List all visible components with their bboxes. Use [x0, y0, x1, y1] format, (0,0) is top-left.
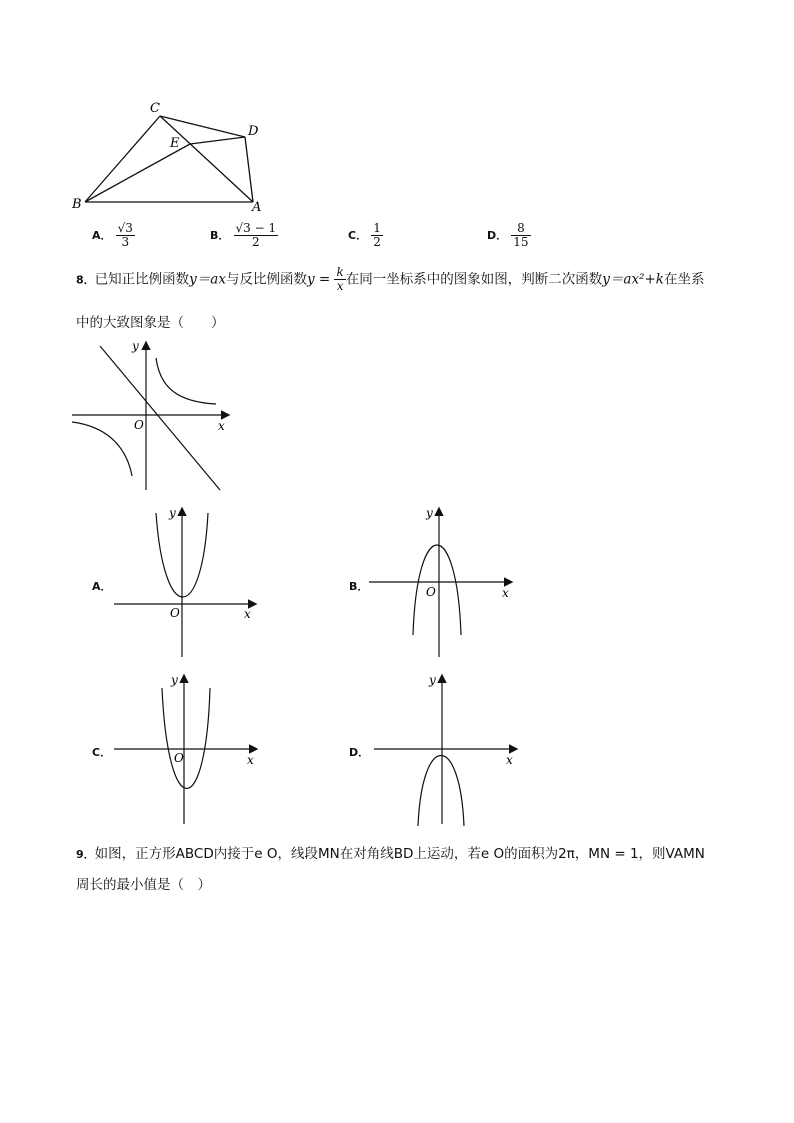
point-d-label: D [248, 124, 259, 139]
q7-option-c[interactable]: C． $\frac{1}{2}$ [348, 221, 381, 250]
q8-option-b-graph[interactable] [365, 505, 515, 660]
q8-line1: 8．已知正比例函数y＝ax与反比例函数y = $\frac{k}{x}$ 在同一坐标系中的图象如图，判断二次函数y＝ax²+k在坐系 [76, 265, 705, 294]
axis-y-label: y [429, 673, 436, 687]
axis-y-label: y [171, 673, 178, 687]
origin-label: O [134, 418, 144, 432]
q8-reference-graph [68, 338, 238, 493]
axis-x-label: x [506, 753, 513, 767]
point-b-label: B [72, 197, 82, 212]
axis-x-label: x [502, 586, 509, 600]
axis-x-label: x [218, 419, 225, 433]
origin-label: O [170, 606, 180, 620]
q8-option-d-label[interactable]: D． [349, 746, 370, 759]
q9-line1: 9．如图，正方形ABCD内接于e O，线段MN在对角线BD上运动，若e O的面积为2π，MN = 1，则VAMN [76, 846, 705, 862]
point-c-label: C [150, 101, 160, 116]
axis-y-label: y [426, 506, 433, 520]
q8-line2: 中的大致图象是（ ） [76, 315, 225, 331]
q8-option-c-graph[interactable] [110, 672, 260, 827]
point-a-label: A [252, 200, 262, 215]
q9-line2: 周长的最小值是（ ） [76, 877, 211, 893]
quadrilateral-figure [60, 95, 280, 220]
q7-option-a[interactable]: A． $\frac{√3}{3}$ [92, 221, 133, 250]
axis-x-label: x [247, 753, 254, 767]
q8-option-a-label[interactable]: A． [92, 580, 112, 593]
origin-label: O [426, 585, 436, 599]
q7-option-d[interactable]: D． $\frac{8}{15}$ [487, 221, 529, 250]
axis-x-label: x [244, 607, 251, 621]
q8-option-d-graph[interactable] [370, 672, 520, 827]
q8-option-b-label[interactable]: B． [349, 580, 369, 593]
axis-y-label: y [169, 506, 176, 520]
q7-option-b[interactable]: B． $\frac{√3 - 1}{2}$ [210, 221, 277, 250]
q8-option-a-graph[interactable] [110, 505, 260, 660]
axis-y-label: y [132, 339, 139, 353]
point-e-label: E [170, 136, 180, 151]
q8-option-c-label[interactable]: C． [92, 746, 112, 759]
origin-label: O [174, 751, 184, 765]
